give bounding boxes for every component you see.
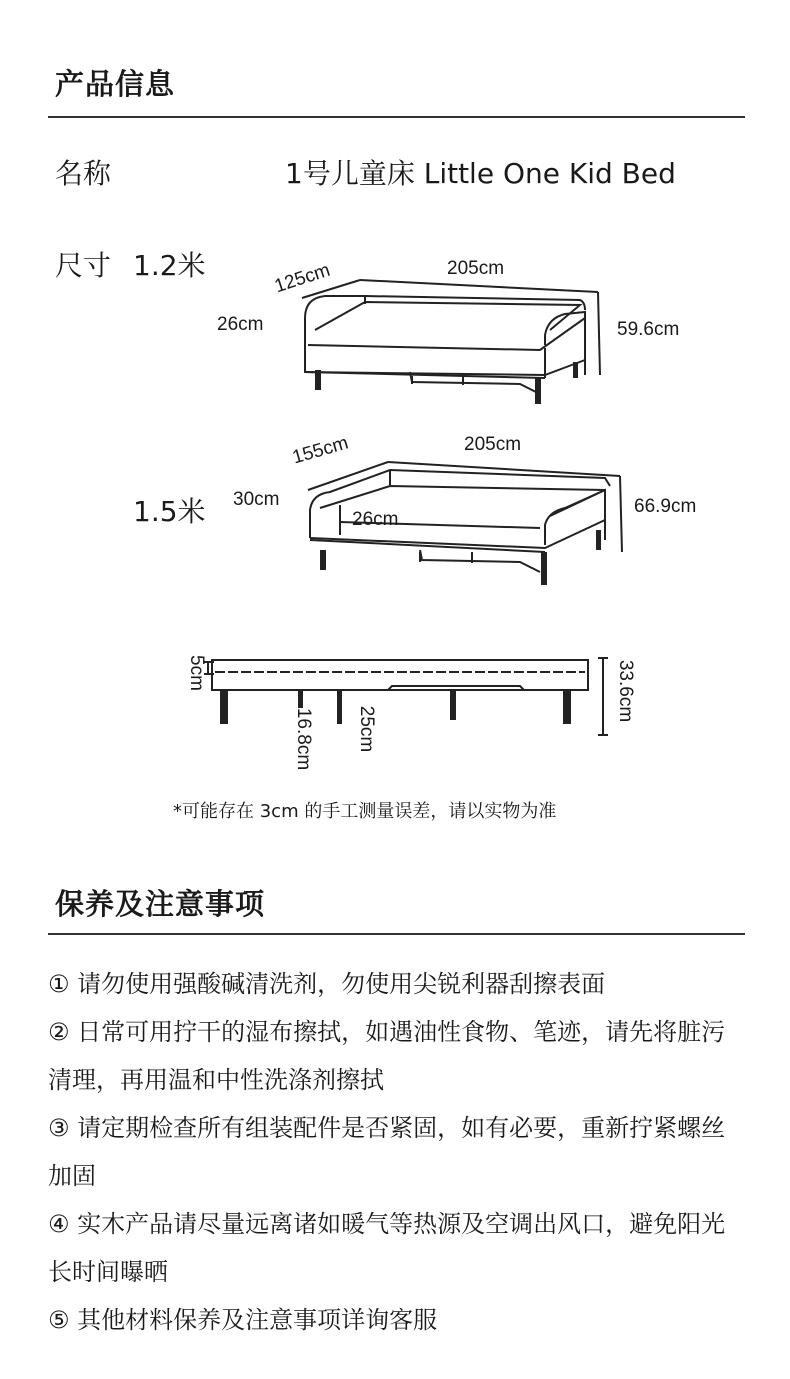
- section-title-care: 保养及注意事项: [55, 887, 266, 921]
- size-1-5m-label: 1.5米: [133, 495, 206, 528]
- care-item: ② 日常可用拧干的湿布擦拭，如遇油性食物、笔迹，请先将脏污清理，再用温和中性洗涤剂擦拭: [48, 1018, 726, 1094]
- length-label: 205cm: [447, 258, 505, 279]
- measurement-note: *可能存在 3cm 的手工测量误差，请以实物为准: [173, 801, 557, 822]
- frame-height-label: 25cm: [356, 705, 378, 753]
- care-item: ⑤ 其他材料保养及注意事项详询客服: [48, 1306, 438, 1334]
- guard-height-label-15: 30cm: [233, 489, 280, 510]
- care-item: ① 请勿使用强酸碱清洗剂，勿使用尖锐利器刮擦表面: [48, 970, 606, 998]
- product-name: 1号儿童床 Little One Kid Bed: [285, 157, 676, 190]
- side-total-label: 33.6cm: [615, 659, 637, 723]
- name-label: 名称: [55, 157, 112, 190]
- width-label: 125cm: [271, 259, 333, 298]
- width-label-15: 155cm: [290, 432, 351, 469]
- section-title-product-info: 产品信息: [55, 67, 176, 101]
- size-1-2m-label: 1.2米: [133, 249, 206, 282]
- slat-label: 5cm: [185, 655, 207, 691]
- care-item: ③ 请定期检查所有组装配件是否紧固，如有必要，重新拧紧螺丝加固: [48, 1114, 726, 1190]
- total-height-label-15: 66.9cm: [634, 496, 697, 517]
- inner-height-label-15: 26cm: [352, 509, 399, 530]
- length-label-15: 205cm: [464, 434, 522, 455]
- care-list: [48, 960, 748, 1344]
- size-label: 尺寸: [55, 249, 112, 282]
- leg-clearance-label: 16.8cm: [293, 707, 315, 771]
- care-item: ④ 实木产品请尽量远离诸如暖气等热源及空调出风口，避免阳光长时间曝晒: [48, 1210, 726, 1286]
- divider-care: [48, 933, 745, 935]
- total-height-label: 59.6cm: [617, 319, 680, 340]
- guard-height-label: 26cm: [217, 314, 264, 335]
